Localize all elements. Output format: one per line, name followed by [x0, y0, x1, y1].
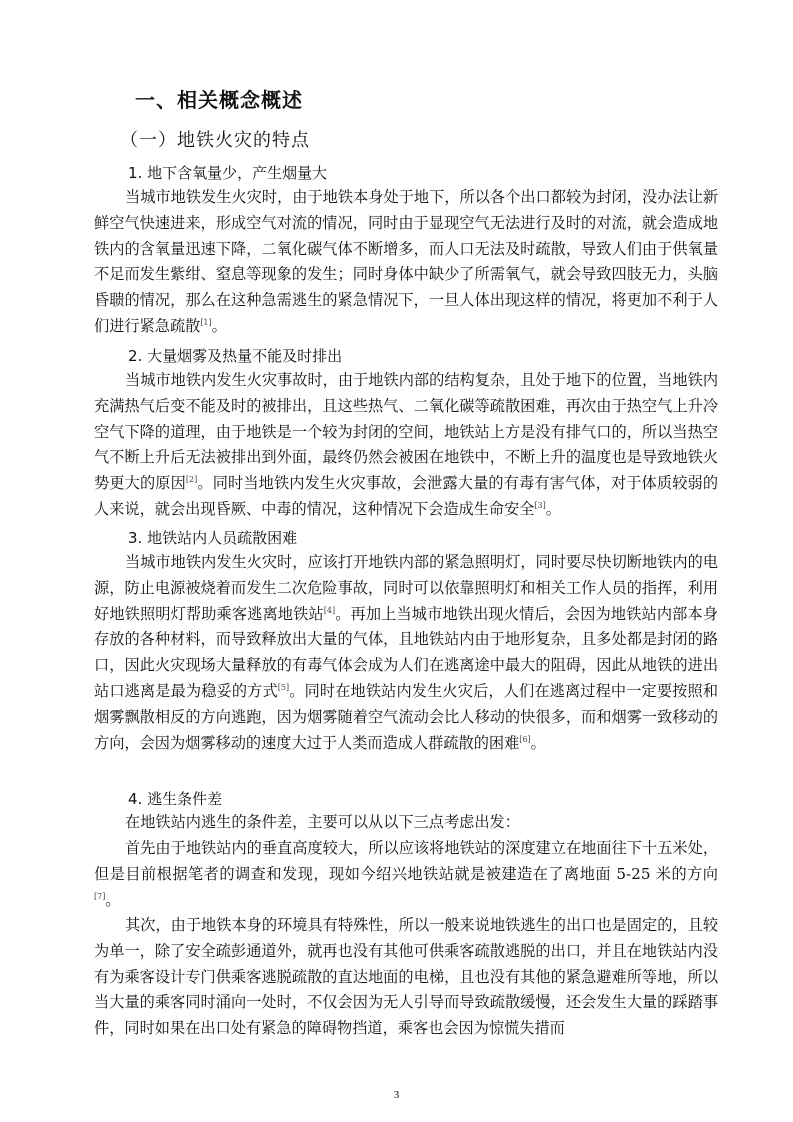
section-heading: （一）地铁火灾的特点: [120, 130, 310, 151]
subsection-title-3: 3. 地铁站内人员疏散困难: [128, 529, 298, 547]
body-paragraph: [94, 550, 718, 756]
paragraph-text: 。同时在地铁站内发生火灾后，人们在逃离过程中一定要按照和烟雾飘散相反的方向逃跑，因为烟雾随着空气流动会比人移动的快很多，而和烟雾一致移动的方向，会因为烟雾移动的速度大过于人类而造成人群疏散的困难: [94, 681, 718, 752]
paragraph-text: 首先由于地铁站内的垂直高度较大，所以应该将地铁站的深度建立在地面往下十五米处，但是目前根据笔者的调查和发现，现如今绍兴地铁站就是被建造在了离地面 5-25 米的方向: [94, 839, 718, 883]
paragraph-text: 。: [211, 316, 227, 335]
page-number: 3: [393, 1089, 400, 1101]
citation-ref: [5]: [277, 682, 290, 692]
chapter-heading: 一、相关概念概述: [135, 88, 303, 112]
paragraph-text: 。同时当地铁内发生火灾事故，会泄露大量的有毒有害气体，对于体质较弱的人来说，就会出现昏厥、中毒的情况，这种情况下会造成生命安全: [94, 474, 719, 518]
body-paragraph: [94, 185, 718, 340]
paragraph-text: 。: [530, 733, 546, 752]
citation-ref: [1]: [200, 317, 212, 327]
paragraph-text: 当城市地铁内发生火灾时，应该打开地铁内部的紧急照明灯，同时要尽快切断地铁内的电源，防止电源被烧着而发生二次危险事故，同时可以依靠照明灯和相关工作人员的指挥，利用好地铁照明灯帮助乘客逃离地铁站: [94, 553, 718, 623]
body-paragraph: [94, 368, 718, 523]
citation-ref: [3]: [534, 500, 546, 510]
paragraph-text: 在地铁站内逃生的条件差，主要可以从以下三点考虑出发：: [125, 813, 520, 831]
paragraph-text: 。: [105, 890, 121, 909]
paragraph-text: 当城市地铁内发生火灾事故时，由于地铁内部的结构复杂，且处于地下的位置，当地铁内充满热气后变不能及时的被排出，且这些热气、二氧化碳等疏散困难，再次由于热空气上升冷空气下降的道理，由于地铁是一个较为封闭的空间，地铁站上方是没有排气口的，所以当热空气不断上升后无法被排出到外面，最终仍然会被困在地铁中，不断上升的温度也是导致地铁火势更大的原因: [94, 371, 718, 493]
body-paragraph: [94, 913, 718, 1042]
citation-ref: [4]: [323, 605, 336, 615]
subsection-title-2: 2. 大量烟雾及热量不能及时排出: [128, 347, 343, 365]
body-paragraph: [94, 810, 718, 836]
body-paragraph: [94, 836, 718, 913]
citation-ref: [2]: [185, 475, 198, 485]
paragraph-text: 其次，由于地铁本身的环境具有特殊性，所以一般来说地铁逃生的出口也是固定的，且较为单一，除了安全疏彭通道外，就再也没有其他可供乘客疏散逃脱的出口，并且在地铁站内没有为乘客设计专门供乘客逃脱疏散的直达地面的电梯，且也没有其他的紧急避难所等地，所以当大量的乘客同时涌向一处时，不仅会因为无人引导而导致疏散缓慢，还会发生大量的踩踏事件，同时如果在出口处有紧急的障碍物挡道，乘客也会因为惊慌失措而: [94, 916, 718, 1038]
paragraph-text: 当城市地铁发生火灾时，由于地铁本身处于地下，所以各个出口都较为封闭，没办法让新鲜空气快速进来，形成空气对流的情况，同时由于显现空气无法进行及时的对流，就会造成地铁内的含氧量迅速下降，二氧化碳气体不断增多，而人口无法及时疏散，导致人们由于供氧量不足而发生紫绀、窒息等现象的发生；同时身体中缺少了所需氧气，就会导致四肢无力，头脑昏聩的情况，那么在这种急需逃生的紧急情况下，一旦人体出现这样的情况，将更加不利于人们进行紧急疏散: [94, 188, 718, 335]
paragraph-text: 。: [545, 499, 561, 518]
paragraph-text: 。再加上当城市地铁出现火情后，会因为地铁站内部本身存放的各种材料，而导致释放出大量的气体，且地铁站内由于地形复杂，且多处都是封闭的路口，因此火灾现场大量释放的有毒气体会成为人们在逃离途中最大的阻碍，因此从地铁的进出站口逃离是最为稳妥的方式: [94, 604, 719, 700]
subsection-title-1: 1. 地下含氧量少，产生烟量大: [128, 164, 328, 182]
citation-ref: [7]: [94, 891, 106, 901]
citation-ref: [6]: [519, 734, 531, 744]
subsection-title-4: 4. 逃生条件差: [128, 790, 223, 808]
